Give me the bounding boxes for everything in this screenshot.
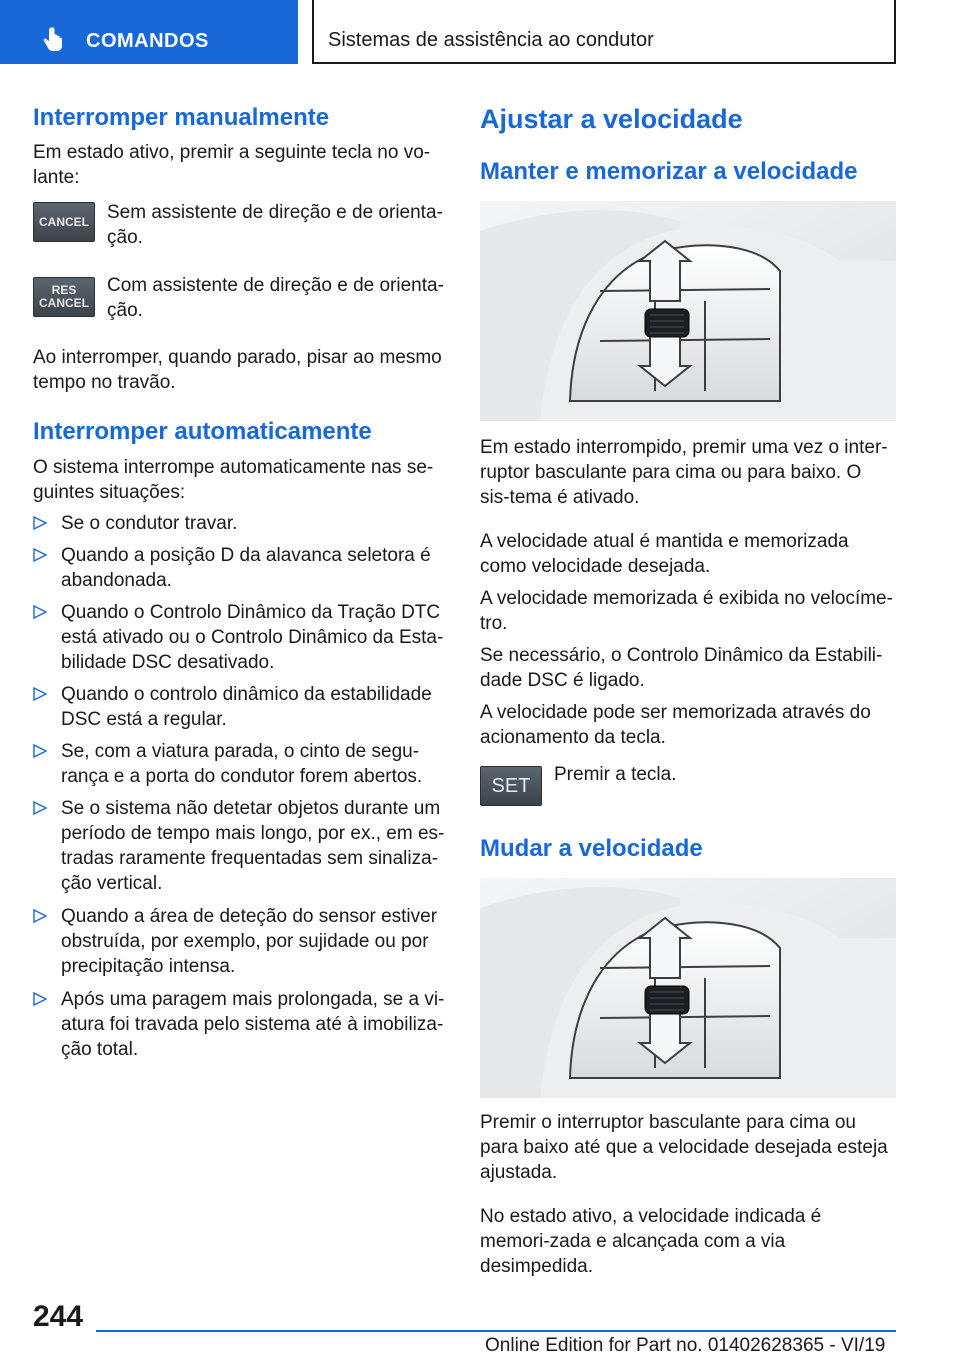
cancel-key-icon [33,202,95,242]
paragraph-6: Premir o interruptor basculante para cima ou para baixo até que a velocidade desejada esteja ajustada. [480,1112,888,1183]
triangle-bullet-icon [33,548,47,562]
triangle-bullet-icon [33,687,47,701]
chapter-title: Sistemas de assistência ao condutor [328,29,654,51]
triangle-bullet-icon [33,992,47,1006]
section-tab[interactable] [0,0,298,64]
edition-note: Online Edition for Part no. 01402628365 - VI/19 [485,1335,886,1356]
rocker-switch-image [480,201,896,421]
triangle-bullet-icon [33,801,47,815]
paragraph-parado: Ao interromper, quando parado, pisar ao mesmo tempo no travão. [33,347,442,393]
paragraph-7: No estado ativo, a velocidade indicada é memori-zada e alcançada com a via desimpedida. [480,1206,822,1277]
set-key-description: Premir a tecla. [554,764,677,785]
chapter-header [312,0,896,64]
triangle-bullet-icon [33,744,47,758]
heading-interromper-automaticamente: Interromper automaticamente [33,418,372,445]
page-number: 244 [33,1300,84,1333]
hand-pointer-icon [38,26,66,54]
rocker-switch-image-2 [480,878,896,1098]
heading-ajustar-velocidade: Ajustar a velocidade [480,104,743,134]
heading-mudar-velocidade: Mudar a velocidade [480,835,703,862]
section-label: COMANDOS [86,30,209,52]
triangle-bullet-icon [33,605,47,619]
paragraph-3: A velocidade memorizada é exibida no velocíme-tro. [480,588,893,634]
triangle-bullet-icon [33,516,47,530]
cancel-key-description: Sem assistente de direção e de orienta-ção. [107,202,443,248]
res-cancel-key-icon [33,277,95,317]
res-key-label: RES [51,283,77,297]
res-cancel-key-label: CANCEL [39,296,89,310]
paragraph-1: Em estado interrompido, premir uma vez o inter-ruptor basculante para cima ou para baixo. O sis-tema é ativado. [480,437,888,508]
cancel-key-label: CANCEL [39,214,89,229]
heading-manter-memorizar: Manter e memorizar a velocidade [480,158,858,185]
paragraph-manual: Em estado ativo, premir a seguinte tecla no vo-lante: [33,142,431,188]
triangle-bullet-icon [33,909,47,923]
paragraph-4: Se necessário, o Controlo Dinâmico da Estabili-dade DSC é ligado. [480,645,883,691]
paragraph-auto: O sistema interrompe automaticamente nas se-guintes situações: [33,457,434,503]
footer-divider [96,1330,896,1332]
paragraph-5: A velocidade pode ser memorizada através do acionamento da tecla. [480,702,871,748]
res-cancel-key-description: Com assistente de direção e de orienta-ção. [107,275,444,321]
steering-wheel-switch-illustration [480,201,896,421]
set-key-icon [480,766,542,806]
paragraph-2: A velocidade atual é mantida e memorizada como velocidade desejada. [480,531,849,577]
heading-interromper-manualmente: Interromper manualmente [33,104,330,131]
set-key-label: SET [491,774,531,797]
steering-wheel-switch-illustration-2 [480,878,896,1098]
